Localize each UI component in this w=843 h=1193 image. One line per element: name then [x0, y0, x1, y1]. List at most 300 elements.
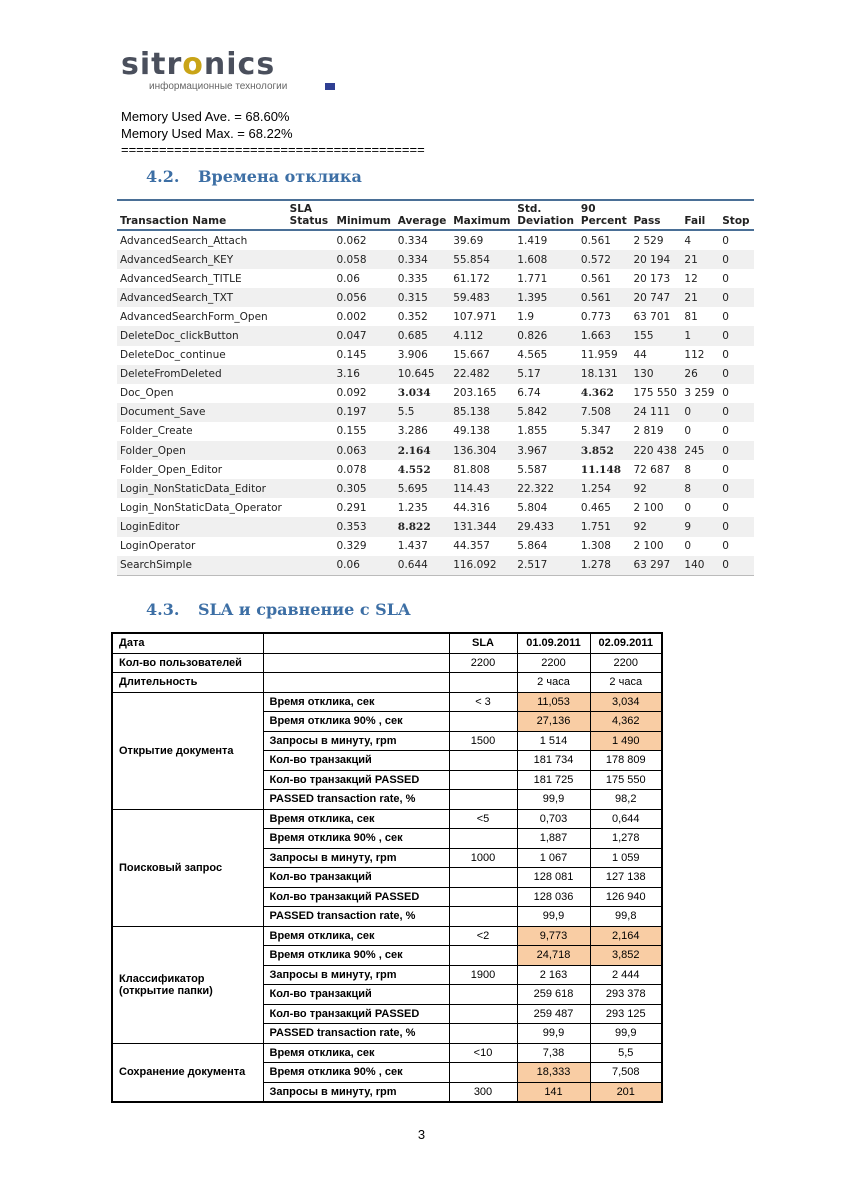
- date1-value: 181 734: [517, 751, 590, 771]
- date1-value: 24,718: [517, 946, 590, 966]
- sla-value: 1900: [449, 965, 517, 985]
- date1-value: 99,9: [517, 1024, 590, 1044]
- table-cell: 18.131: [578, 365, 631, 384]
- table-cell: 85.138: [450, 403, 514, 422]
- section-heading-sla: 4.3. SLA и сравнение с SLA: [146, 600, 411, 619]
- table-cell: 2 819: [630, 422, 681, 441]
- table-cell: [287, 384, 334, 403]
- table-cell: 112: [681, 346, 719, 365]
- duration-d1: 2 часа: [517, 673, 590, 693]
- table-cell: 5.587: [514, 460, 578, 479]
- rt-header-cell: Minimum: [334, 200, 395, 230]
- table-cell: [287, 326, 334, 345]
- table-cell: 39.69: [450, 230, 514, 250]
- table-cell: 59.483: [450, 288, 514, 307]
- table-cell: 63 701: [630, 307, 681, 326]
- sla-value: [449, 790, 517, 810]
- table-cell: 0: [719, 307, 754, 326]
- table-cell: 0: [719, 498, 754, 517]
- table-row: [117, 288, 754, 307]
- table-cell: 81: [681, 307, 719, 326]
- transaction-name: AdvancedSearch_TITLE: [117, 269, 287, 288]
- table-cell: 0.047: [334, 326, 395, 345]
- rt-header-cell: Average: [395, 200, 450, 230]
- table-cell: 0.155: [334, 422, 395, 441]
- table-cell: 0.092: [334, 384, 395, 403]
- table-row: [117, 346, 754, 365]
- users-d2: 2200: [590, 653, 662, 673]
- date2-value: 178 809: [590, 751, 662, 771]
- table-cell: 0.561: [578, 230, 631, 250]
- table-cell: 245: [681, 441, 719, 460]
- sla-header-row: [112, 633, 662, 653]
- table-cell: 0.826: [514, 326, 578, 345]
- table-row: [117, 498, 754, 517]
- table-cell: [287, 403, 334, 422]
- date-label: Дата: [112, 633, 263, 653]
- table-cell: 2 100: [630, 537, 681, 556]
- table-cell: 21: [681, 250, 719, 269]
- table-cell: 203.165: [450, 384, 514, 403]
- table-row: [117, 269, 754, 288]
- date1-value: 1,887: [517, 829, 590, 849]
- date2-value: 1 059: [590, 848, 662, 868]
- table-row: [117, 384, 754, 403]
- table-cell: 10.645: [395, 365, 450, 384]
- table-row: [117, 326, 754, 345]
- table-row: [117, 422, 754, 441]
- users-d1: 2200: [517, 653, 590, 673]
- table-cell: [287, 250, 334, 269]
- metric-label: PASSED transaction rate, %: [263, 790, 449, 810]
- sla-value: [449, 712, 517, 732]
- table-cell: 5.864: [514, 537, 578, 556]
- table-cell: 5.5: [395, 403, 450, 422]
- metric-label: Время отклика 90% , сек: [263, 1063, 449, 1083]
- table-cell: 0: [719, 537, 754, 556]
- table-cell: 24 111: [630, 403, 681, 422]
- date1-value: 99,9: [517, 907, 590, 927]
- table-row: [117, 307, 754, 326]
- page-number: 3: [417, 1127, 426, 1142]
- transaction-name: Doc_Open: [117, 384, 287, 403]
- rt-header-cell: Std. Deviation: [514, 200, 578, 230]
- transaction-name: Folder_Open: [117, 441, 287, 460]
- rt-header-cell: Stop: [719, 200, 754, 230]
- table-cell: 0: [719, 556, 754, 576]
- date2-value: 2 444: [590, 965, 662, 985]
- table-cell: 0.06: [334, 269, 395, 288]
- table-cell: 1.437: [395, 537, 450, 556]
- table-cell: 1.771: [514, 269, 578, 288]
- date1-value: 1 067: [517, 848, 590, 868]
- table-cell: 0: [719, 403, 754, 422]
- table-cell: 22.322: [514, 479, 578, 498]
- table-row: [117, 556, 754, 576]
- table-cell: 92: [630, 517, 681, 536]
- table-cell: 0.561: [578, 288, 631, 307]
- table-cell: 0.644: [395, 556, 450, 576]
- metric-label: Время отклика 90% , сек: [263, 712, 449, 732]
- table-cell: 2 529: [630, 230, 681, 250]
- table-cell: 0.305: [334, 479, 395, 498]
- users-sla: 2200: [449, 653, 517, 673]
- sla-row: [112, 809, 662, 829]
- table-cell: [287, 556, 334, 576]
- transaction-name: Login_NonStaticData_Editor: [117, 479, 287, 498]
- table-cell: 4.565: [514, 346, 578, 365]
- date1-value: 99,9: [517, 790, 590, 810]
- table-cell: 5.804: [514, 498, 578, 517]
- table-cell: 0.062: [334, 230, 395, 250]
- sla-value: <2: [449, 926, 517, 946]
- table-cell: 5.17: [514, 365, 578, 384]
- table-cell: 0: [719, 365, 754, 384]
- table-cell: 0.353: [334, 517, 395, 536]
- table-row: [117, 460, 754, 479]
- date2-value: 1 490: [590, 731, 662, 751]
- sla-value: [449, 1024, 517, 1044]
- transaction-name: LoginOperator: [117, 537, 287, 556]
- logo-wordmark: sitronics: [121, 47, 276, 82]
- sla-value: [449, 751, 517, 771]
- memory-divider: ========================================: [121, 142, 425, 157]
- table-cell: 2 100: [630, 498, 681, 517]
- table-cell: 1.308: [578, 537, 631, 556]
- date2-value: 127 138: [590, 868, 662, 888]
- metric-label: Время отклика, сек: [263, 809, 449, 829]
- table-cell: 0.078: [334, 460, 395, 479]
- table-cell: 63 297: [630, 556, 681, 576]
- sla-users-row: [112, 653, 662, 673]
- sla-col-header: SLA: [449, 633, 517, 653]
- table-cell: 0: [719, 441, 754, 460]
- table-cell: 4: [681, 230, 719, 250]
- sla-row: [112, 692, 662, 712]
- table-cell: [287, 441, 334, 460]
- table-cell: 140: [681, 556, 719, 576]
- sla-value: [449, 907, 517, 927]
- metric-label: Кол-во транзакций: [263, 751, 449, 771]
- table-cell: 0: [719, 479, 754, 498]
- date2-value: 3,852: [590, 946, 662, 966]
- table-cell: 3.16: [334, 365, 395, 384]
- table-cell: 2.164: [395, 441, 450, 460]
- metric-label: Кол-во транзакций PASSED: [263, 770, 449, 790]
- date2-value: 99,9: [590, 1024, 662, 1044]
- memory-stats: [121, 109, 425, 159]
- rt-header-cell: SLA Status: [287, 200, 334, 230]
- table-cell: 20 747: [630, 288, 681, 307]
- date1-value: 18,333: [517, 1063, 590, 1083]
- transaction-name: AdvancedSearch_Attach: [117, 230, 287, 250]
- sla-value: [449, 985, 517, 1005]
- date1-value: 27,136: [517, 712, 590, 732]
- table-cell: 11.148: [578, 460, 631, 479]
- transaction-name: Login_NonStaticData_Operator: [117, 498, 287, 517]
- date1-value: 128 081: [517, 868, 590, 888]
- table-cell: 0.315: [395, 288, 450, 307]
- table-row: [117, 365, 754, 384]
- transaction-name: AdvancedSearch_KEY: [117, 250, 287, 269]
- sla-row: [112, 1043, 662, 1063]
- rt-header-cell: Fail: [681, 200, 719, 230]
- table-cell: 12: [681, 269, 719, 288]
- table-row: [117, 230, 754, 250]
- table-cell: 0.561: [578, 269, 631, 288]
- group-name: Классификатор (открытие папки): [112, 926, 263, 1043]
- sla-comparison-table: [111, 632, 663, 1103]
- table-cell: 220 438: [630, 441, 681, 460]
- date2-value: 293 125: [590, 1004, 662, 1024]
- table-cell: 44: [630, 346, 681, 365]
- metric-label: Кол-во транзакций: [263, 868, 449, 888]
- metric-label: Запросы в минуту, rpm: [263, 965, 449, 985]
- group-name: Открытие документа: [112, 692, 263, 809]
- table-cell: 0.329: [334, 537, 395, 556]
- table-cell: 8: [681, 479, 719, 498]
- table-cell: 6.74: [514, 384, 578, 403]
- group-name: Поисковый запрос: [112, 809, 263, 926]
- sla-value: [449, 829, 517, 849]
- sla-row: [112, 926, 662, 946]
- table-cell: 0: [719, 230, 754, 250]
- sla-duration-row: [112, 673, 662, 693]
- date2-value: 1,278: [590, 829, 662, 849]
- table-cell: 155: [630, 326, 681, 345]
- table-cell: 55.854: [450, 250, 514, 269]
- table-cell: 1.419: [514, 230, 578, 250]
- duration-label: Длительность: [112, 673, 263, 693]
- table-cell: 15.667: [450, 346, 514, 365]
- rt-header-cell: Transaction Name: [117, 200, 287, 230]
- table-cell: 3.852: [578, 441, 631, 460]
- table-cell: 131.344: [450, 517, 514, 536]
- sla-value: 1500: [449, 731, 517, 751]
- table-cell: [287, 537, 334, 556]
- table-cell: [287, 307, 334, 326]
- flag-mark: [325, 83, 335, 90]
- group-name: Сохранение документа: [112, 1043, 263, 1102]
- transaction-name: SearchSimple: [117, 556, 287, 576]
- metric-label: Кол-во транзакций: [263, 985, 449, 1005]
- date2-value: 99,8: [590, 907, 662, 927]
- table-cell: 61.172: [450, 269, 514, 288]
- table-cell: 3.286: [395, 422, 450, 441]
- table-cell: 0.058: [334, 250, 395, 269]
- table-cell: 5.347: [578, 422, 631, 441]
- metric-label: PASSED transaction rate, %: [263, 907, 449, 927]
- sla-value: [449, 887, 517, 907]
- sla-value: 1000: [449, 848, 517, 868]
- table-cell: 0.06: [334, 556, 395, 576]
- metric-label: Время отклика, сек: [263, 692, 449, 712]
- table-cell: 3.906: [395, 346, 450, 365]
- metric-label: PASSED transaction rate, %: [263, 1024, 449, 1044]
- table-row: [117, 537, 754, 556]
- date1-value: 9,773: [517, 926, 590, 946]
- table-cell: 22.482: [450, 365, 514, 384]
- date2-value: 3,034: [590, 692, 662, 712]
- table-cell: [287, 346, 334, 365]
- table-cell: 0: [719, 250, 754, 269]
- date2-value: 293 378: [590, 985, 662, 1005]
- table-cell: 0.685: [395, 326, 450, 345]
- metric-label: Кол-во транзакций PASSED: [263, 887, 449, 907]
- table-cell: 0.056: [334, 288, 395, 307]
- memory-max: Memory Used Max. = 68.22%: [121, 125, 293, 141]
- table-cell: 3 259: [681, 384, 719, 403]
- table-cell: 3.967: [514, 441, 578, 460]
- table-cell: 0: [681, 537, 719, 556]
- sla-value: <5: [449, 809, 517, 829]
- table-row: [117, 441, 754, 460]
- table-cell: 136.304: [450, 441, 514, 460]
- table-cell: 1.278: [578, 556, 631, 576]
- date2-value: 7,508: [590, 1063, 662, 1083]
- table-cell: [287, 230, 334, 250]
- date1-value: 128 036: [517, 887, 590, 907]
- table-cell: 5.695: [395, 479, 450, 498]
- date1-value: 259 487: [517, 1004, 590, 1024]
- table-cell: 4.552: [395, 460, 450, 479]
- table-cell: 0: [681, 403, 719, 422]
- date1-value: 259 618: [517, 985, 590, 1005]
- table-cell: 0: [719, 288, 754, 307]
- table-cell: 20 194: [630, 250, 681, 269]
- table-cell: 0.334: [395, 230, 450, 250]
- table-cell: 4.362: [578, 384, 631, 403]
- transaction-name: Folder_Create: [117, 422, 287, 441]
- metric-label: Запросы в минуту, rpm: [263, 731, 449, 751]
- table-cell: 0.334: [395, 250, 450, 269]
- table-cell: 0.145: [334, 346, 395, 365]
- metric-label: Запросы в минуту, rpm: [263, 848, 449, 868]
- table-cell: 81.808: [450, 460, 514, 479]
- table-cell: 0.291: [334, 498, 395, 517]
- table-cell: 92: [630, 479, 681, 498]
- table-cell: 0: [681, 498, 719, 517]
- table-cell: 1.855: [514, 422, 578, 441]
- table-cell: 1.395: [514, 288, 578, 307]
- table-cell: [287, 479, 334, 498]
- table-cell: [287, 365, 334, 384]
- sla-value: <10: [449, 1043, 517, 1063]
- table-cell: 0.197: [334, 403, 395, 422]
- transaction-name: AdvancedSearch_TXT: [117, 288, 287, 307]
- table-cell: 5.842: [514, 403, 578, 422]
- table-cell: 0.335: [395, 269, 450, 288]
- transaction-name: DeleteFromDeleted: [117, 365, 287, 384]
- table-cell: 0: [719, 517, 754, 536]
- table-cell: 2.517: [514, 556, 578, 576]
- table-cell: 0: [719, 346, 754, 365]
- response-times-table: [117, 199, 754, 576]
- date2-value: 98,2: [590, 790, 662, 810]
- table-cell: 0.002: [334, 307, 395, 326]
- sla-value: [449, 770, 517, 790]
- date1-value: 2 163: [517, 965, 590, 985]
- transaction-name: DeleteDoc_continue: [117, 346, 287, 365]
- sla-value: [449, 1004, 517, 1024]
- date1-value: 1 514: [517, 731, 590, 751]
- memory-ave: Memory Used Ave. = 68.60%: [121, 109, 290, 124]
- table-cell: 0.352: [395, 307, 450, 326]
- table-row: [117, 479, 754, 498]
- transaction-name: Folder_Open_Editor: [117, 460, 287, 479]
- section-heading-response-times: 4.2. Времена отклика: [146, 167, 362, 186]
- table-cell: 4.112: [450, 326, 514, 345]
- date2-value: 5,5: [590, 1043, 662, 1063]
- date2-value: 0,644: [590, 809, 662, 829]
- table-cell: 7.508: [578, 403, 631, 422]
- table-cell: [287, 288, 334, 307]
- duration-d2: 2 часа: [590, 673, 662, 693]
- table-cell: 1.751: [578, 517, 631, 536]
- metric-label: Время отклика, сек: [263, 926, 449, 946]
- table-cell: 0: [719, 384, 754, 403]
- table-cell: 116.092: [450, 556, 514, 576]
- rt-header-cell: Pass: [630, 200, 681, 230]
- users-label: Кол-во пользователей: [112, 653, 263, 673]
- sla-value: [449, 946, 517, 966]
- transaction-name: DeleteDoc_clickButton: [117, 326, 287, 345]
- table-cell: 1.9: [514, 307, 578, 326]
- table-cell: 21: [681, 288, 719, 307]
- date2-value: 175 550: [590, 770, 662, 790]
- table-cell: 114.43: [450, 479, 514, 498]
- table-cell: 0: [681, 422, 719, 441]
- table-cell: 1: [681, 326, 719, 345]
- table-cell: 0.063: [334, 441, 395, 460]
- date1-value: 7,38: [517, 1043, 590, 1063]
- table-cell: 0.572: [578, 250, 631, 269]
- table-cell: 49.138: [450, 422, 514, 441]
- table-cell: 20 173: [630, 269, 681, 288]
- table-cell: 29.433: [514, 517, 578, 536]
- table-row: [117, 517, 754, 536]
- table-cell: 1.254: [578, 479, 631, 498]
- sla-value: [449, 868, 517, 888]
- table-cell: 3.034: [395, 384, 450, 403]
- table-cell: 175 550: [630, 384, 681, 403]
- sla-value: < 3: [449, 692, 517, 712]
- sitronics-logo: [121, 47, 336, 95]
- date2-value: 4,362: [590, 712, 662, 732]
- table-cell: 1.663: [578, 326, 631, 345]
- transaction-name: Document_Save: [117, 403, 287, 422]
- date1-value: 11,053: [517, 692, 590, 712]
- metric-label: Время отклика, сек: [263, 1043, 449, 1063]
- date1-value: 181 725: [517, 770, 590, 790]
- table-cell: 1.608: [514, 250, 578, 269]
- table-cell: 0: [719, 422, 754, 441]
- table-cell: 0.465: [578, 498, 631, 517]
- transaction-name: AdvancedSearchForm_Open: [117, 307, 287, 326]
- table-cell: [287, 422, 334, 441]
- table-cell: [287, 460, 334, 479]
- table-cell: 107.971: [450, 307, 514, 326]
- table-cell: 72 687: [630, 460, 681, 479]
- table-cell: 9: [681, 517, 719, 536]
- table-cell: 44.357: [450, 537, 514, 556]
- table-cell: 0: [719, 326, 754, 345]
- table-cell: 0: [719, 269, 754, 288]
- table-cell: 0: [719, 460, 754, 479]
- metric-label: Кол-во транзакций PASSED: [263, 1004, 449, 1024]
- rt-header-cell: Maximum: [450, 200, 514, 230]
- table-cell: 1.235: [395, 498, 450, 517]
